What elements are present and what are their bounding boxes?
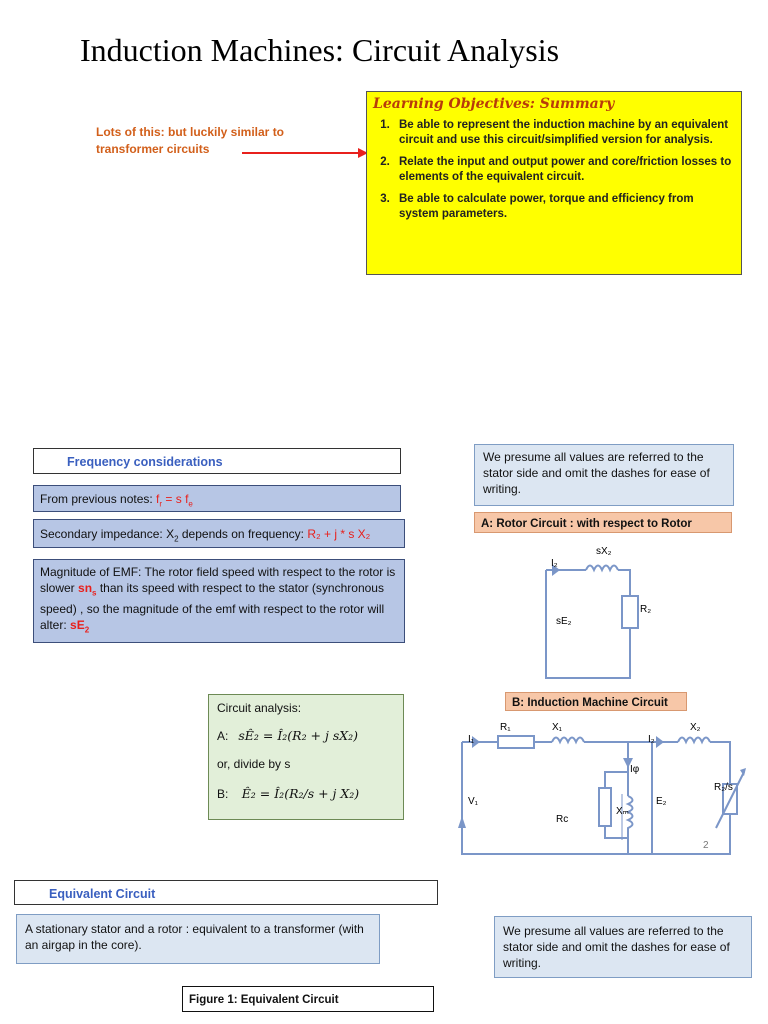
rotor-i2-label: I₂ (551, 558, 558, 569)
machine-iphi-label: Iφ (630, 764, 640, 775)
machine-rc-label: Rᴄ (556, 814, 569, 825)
machine-r1-label: R₁ (500, 722, 511, 733)
machine-e2-label: E₂ (656, 796, 667, 807)
analysis-eq-b: Ê₂ = Î₂(R₂/s + j X₂) (241, 786, 360, 801)
analysis-heading: Circuit analysis: (217, 701, 302, 715)
emf-text: Magnitude of EMF: The rotor field speed with respect to the rotor is slower (40, 565, 396, 595)
rotor-circuit-diagram (540, 540, 660, 682)
previous-notes-box (33, 485, 401, 512)
slide-number: 2 (703, 840, 709, 851)
frequency-heading: Frequency considerations (33, 448, 401, 474)
previous-notes-label: From previous notes: (40, 492, 157, 506)
impedance-formula: R₂ + j * s X₂ (307, 527, 371, 541)
figure-caption: Figure 1: Equivalent Circuit (182, 986, 434, 1012)
analysis-eq-a: sÊ₂ = Î₂(R₂ + j sX₂) (238, 728, 359, 743)
se-term: $sE_2$ (70, 618, 90, 635)
slip-frequency-formula: $f_r = s$ $f_e$ (156, 492, 193, 509)
emf-magnitude-box (33, 559, 405, 643)
impedance-label: Secondary impedance: X (40, 527, 175, 541)
objective-item: 2. Relate the input and output power and core/friction losses to elements of the equivalent circuit. (393, 155, 733, 185)
machine-x2-label: X₂ (690, 722, 701, 733)
impedance-label-end: depends on frequency: (178, 527, 308, 541)
analysis-eq-b-row (217, 786, 395, 802)
objective-item: 1. Be able to represent the induction machine by an equivalent circuit and use this circuit/simplified version for analysis. (393, 118, 733, 148)
rotor-r2-label: R₂ (640, 604, 652, 615)
emf-text-end: than its speed with respect to the stator (synchronous speed) , so the magnitude of the emf with respect to the rotor will alter: (40, 581, 385, 633)
machine-v1-label: V₁ (468, 796, 479, 807)
induction-machine-circuit-diagram (452, 716, 752, 860)
presume-note-top: We presume all values are referred to the stator side and omit the dashes for ease of writing. (474, 444, 734, 506)
objective-item: 3. Be able to calculate power, torque and efficiency from system parameters. (393, 192, 733, 222)
machine-circuit-heading: B: Induction Machine Circuit (505, 692, 687, 711)
machine-xm-label: Xₘ (616, 806, 629, 817)
secondary-impedance-box (33, 519, 405, 548)
transformer-note: Lots of this: but luckily similar to transformer circuits (96, 125, 285, 156)
analysis-eq-a-row (217, 728, 395, 744)
circuit-analysis-box (208, 694, 404, 820)
machine-i1-label: I₁ (468, 734, 475, 745)
impedance-subscript: 2 (174, 534, 179, 544)
note-arrow (240, 146, 370, 160)
page-title: Induction Machines: Circuit Analysis (80, 32, 560, 68)
objectives-heading: Learning Objectives: Summary (373, 96, 615, 112)
rotor-circuit-heading: A: Rotor Circuit : with respect to Rotor (474, 512, 732, 533)
rotor-sx2-label: sX₂ (596, 546, 612, 557)
machine-r2s-label: R₂/s (714, 782, 733, 793)
analysis-a-label: A: (217, 729, 229, 743)
machine-i2-label: I₂ (648, 734, 655, 745)
machine-x1-label: X₁ (552, 722, 563, 733)
sn-term: $sn_s$ (78, 581, 97, 598)
objectives-list (373, 118, 733, 222)
equivalent-circuit-text: A stationary stator and a rotor : equivalent to a transformer (with an airgap in the core). (16, 914, 380, 964)
analysis-middle: or, divide by s (217, 757, 291, 771)
rotor-se2-label: sE₂ (556, 616, 572, 627)
analysis-b-label: B: (217, 787, 229, 801)
learning-objectives-box (366, 91, 742, 275)
presume-note-bottom: We presume all values are referred to the stator side and omit the dashes for ease of writing. (494, 916, 752, 978)
equivalent-circuit-heading: Equivalent Circuit (14, 880, 438, 905)
